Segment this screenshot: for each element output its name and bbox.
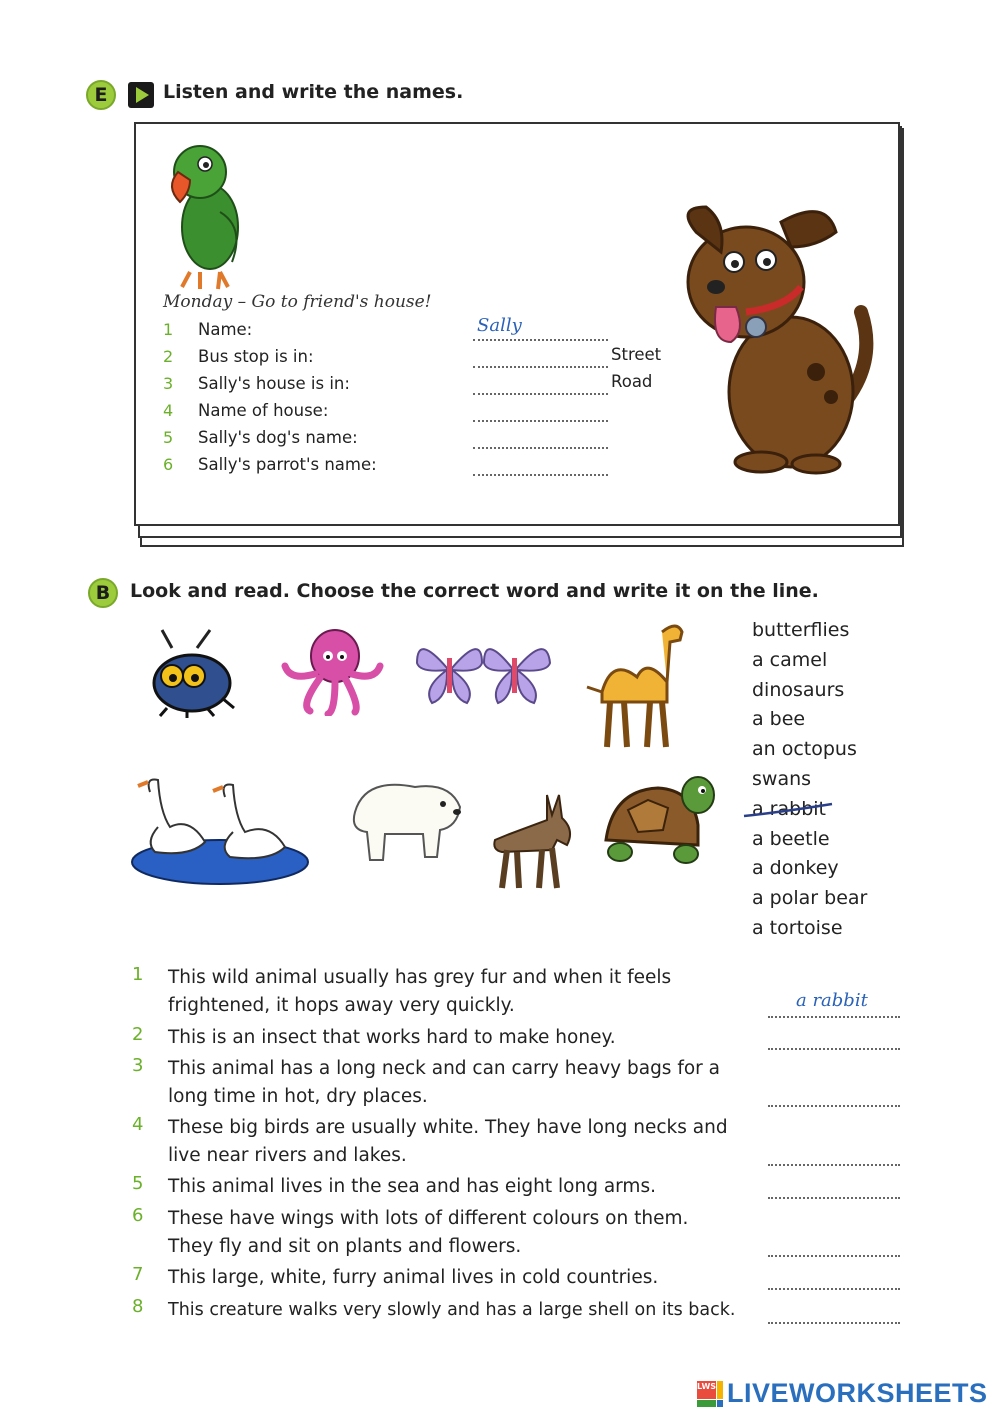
item-number: 2 <box>163 347 174 366</box>
listen-items-list <box>163 315 683 480</box>
item-label: Name: <box>198 320 253 339</box>
beetle-picture <box>142 628 237 722</box>
answer-line[interactable] <box>473 420 608 422</box>
play-audio-icon[interactable] <box>128 82 154 108</box>
section-e-badge: E <box>86 80 116 110</box>
word-bank-item: a donkey <box>752 857 839 880</box>
answer-line[interactable] <box>768 1197 900 1199</box>
word-bank-item: butterflies <box>752 619 850 641</box>
answer-line[interactable] <box>768 1164 900 1166</box>
swans-picture <box>130 772 310 896</box>
logo-mark-icon <box>697 1381 723 1407</box>
question-text-line2: live near rivers and lakes. <box>168 1145 407 1166</box>
answer-line[interactable] <box>768 1048 900 1050</box>
question-number: 7 <box>132 1264 144 1285</box>
listen-item <box>163 345 683 372</box>
item-label: Bus stop is in: <box>198 347 314 366</box>
octopus-picture <box>280 626 385 720</box>
question-text-line1: This is an insect that works hard to make honey. <box>168 1027 616 1048</box>
question-number: 8 <box>132 1296 144 1317</box>
logo-letters: LWS <box>697 1381 716 1400</box>
question-text-line1: This creature walks very slowly and has a large shell on its back. <box>168 1300 736 1320</box>
butterflies-picture <box>412 628 557 717</box>
word-bank <box>752 619 892 947</box>
item-label: Sally's dog's name: <box>198 428 358 447</box>
listen-item <box>163 372 683 399</box>
word-bank-item: a beetle <box>752 827 830 850</box>
question-number: 4 <box>132 1114 144 1135</box>
answer-line[interactable] <box>768 1322 900 1324</box>
listen-item <box>163 399 683 426</box>
donkey-picture <box>487 790 577 894</box>
dog-illustration <box>676 192 886 481</box>
tortoise-picture <box>598 770 718 874</box>
parrot-illustration <box>160 132 260 296</box>
listen-item <box>163 426 683 453</box>
question-item <box>130 964 910 1024</box>
camel-picture <box>582 612 702 756</box>
section-b-instruction: Look and read. Choose the correct word and write it on the line. <box>130 580 819 602</box>
question-text-line1: This large, white, furry animal lives in cold countries. <box>168 1267 659 1288</box>
question-text-line2: They fly and sit on plants and flowers. <box>168 1236 522 1257</box>
brand-live: LIVE <box>727 1378 790 1408</box>
word-bank-item: a tortoise <box>752 916 843 939</box>
word-bank-item: dinosaurs <box>752 678 845 701</box>
answer-text: Sally <box>477 315 522 336</box>
answer-line[interactable] <box>473 447 608 449</box>
question-number: 6 <box>132 1205 144 1226</box>
question-text-line1: This animal has a long neck and can carry heavy bags for a <box>168 1058 720 1079</box>
question-text-line1: These have wings with lots of different colours on them. <box>168 1208 689 1229</box>
item-label: Sally's parrot's name: <box>198 455 377 474</box>
question-text-line2: long time in hot, dry places. <box>168 1086 428 1107</box>
item-number: 4 <box>163 401 174 420</box>
item-label: Sally's house is in: <box>198 374 350 393</box>
strikethrough-mark <box>742 802 837 822</box>
word-bank-item: an octopus <box>752 738 857 761</box>
answer-line[interactable] <box>473 474 608 476</box>
item-number: 3 <box>163 374 174 393</box>
word-bank-item: a camel <box>752 648 828 671</box>
answer-suffix: Road <box>611 372 653 391</box>
question-item <box>130 1114 910 1173</box>
answer-line[interactable] <box>768 1016 900 1018</box>
answer-line[interactable] <box>768 1255 900 1257</box>
answer-suffix: Street <box>611 345 662 364</box>
question-item <box>130 1264 910 1296</box>
answer-line[interactable] <box>473 366 608 368</box>
answer-line[interactable] <box>473 393 608 395</box>
question-text-line1: This animal lives in the sea and has eight long arms. <box>168 1176 656 1197</box>
question-item <box>130 1205 910 1264</box>
item-label: Name of house: <box>198 401 329 420</box>
question-text-line1: These big birds are usually white. They have long necks and <box>168 1117 728 1138</box>
item-number: 1 <box>163 320 174 339</box>
listen-item <box>163 315 683 345</box>
listen-item <box>163 453 683 480</box>
question-text-line1: This wild animal usually has grey fur and when it feels <box>168 967 672 988</box>
word-bank-item-crossed <box>752 798 892 828</box>
word-bank-item: swans <box>752 767 812 790</box>
answer-line[interactable] <box>768 1288 900 1290</box>
brand-worksheets: WORKSHEETS <box>789 1378 988 1408</box>
questions-list <box>130 964 910 1328</box>
answer-text: a rabbit <box>796 990 868 1011</box>
question-item <box>130 1296 910 1328</box>
answer-line[interactable] <box>768 1105 900 1107</box>
item-number: 5 <box>163 428 174 447</box>
question-text-line2: frightened, it hops away very quickly. <box>168 995 515 1016</box>
section-b-badge: B <box>88 578 118 608</box>
liveworksheets-logo <box>697 1378 988 1409</box>
question-number: 3 <box>132 1055 144 1076</box>
question-number: 5 <box>132 1173 144 1194</box>
polar-bear-picture <box>345 772 465 871</box>
question-number: 1 <box>132 964 144 985</box>
section-e-instruction: Listen and write the names. <box>163 81 464 103</box>
word-bank-item: a bee <box>752 708 806 731</box>
answer-line[interactable] <box>473 339 608 341</box>
crossed-word-text: a rabbit <box>752 797 826 820</box>
question-item <box>130 1055 910 1114</box>
note-title: Monday – Go to friend's house! <box>163 292 432 312</box>
item-number: 6 <box>163 455 174 474</box>
word-bank-item: a polar bear <box>752 887 868 910</box>
question-number: 2 <box>132 1024 144 1045</box>
question-item <box>130 1024 910 1055</box>
question-item <box>130 1173 910 1205</box>
